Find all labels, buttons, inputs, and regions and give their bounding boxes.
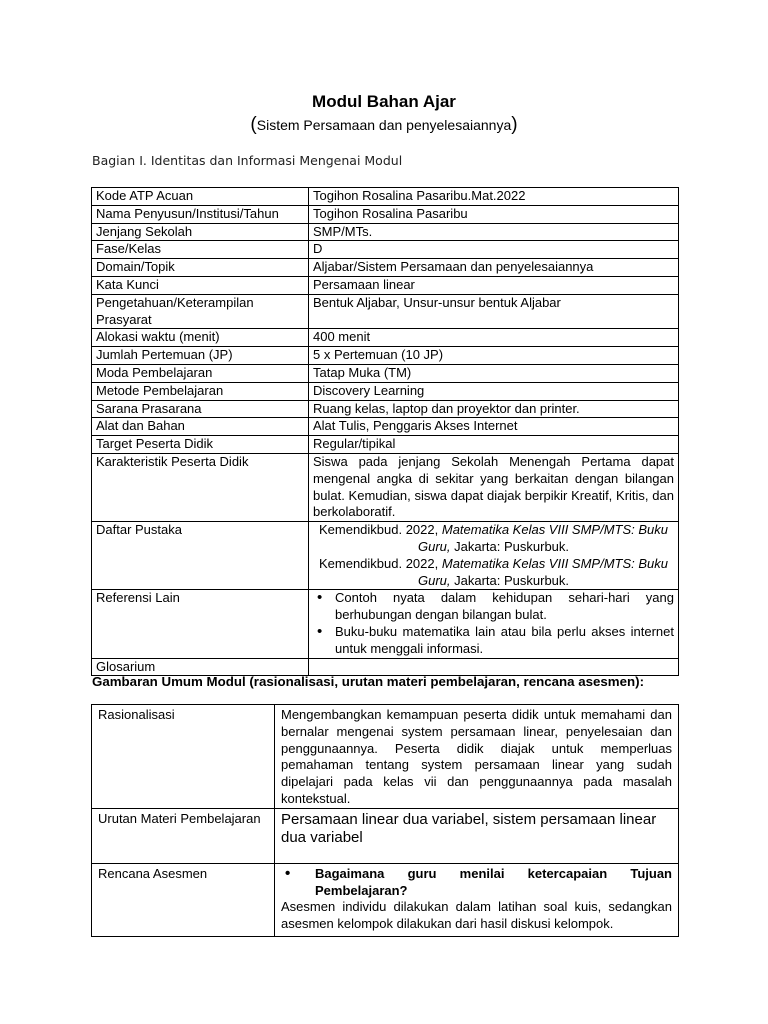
table-row [92, 276, 679, 294]
row-value: Aljabar/Sistem Persamaan dan penyelesaiannya [309, 259, 679, 277]
row-label: Alokasi waktu (menit) [92, 329, 309, 347]
identity-table-body [92, 188, 679, 522]
table-row [92, 329, 679, 347]
row-label: Kata Kunci [92, 276, 309, 294]
identity-table [91, 187, 679, 676]
row-value: SMP/MTs. [309, 223, 679, 241]
row-value: Togihon Rosalina Pasaribu.Mat.2022 [309, 188, 679, 206]
row-value-rasionalisasi: Mengembangkan kemampuan peserta didik untuk memahami dan bernalar mengenai system persamaan linear, penyelesaian dan penggunaannya. Peserta didik diajak untuk memperluas pemahaman tentang system persamaan linear yang sudah dipelajari pada kelas vii dan penggunaannya pada masalah kontekstual. [275, 705, 679, 809]
table-row [92, 590, 679, 658]
row-label-glosarium: Glosarium [92, 658, 309, 676]
table-row [92, 705, 679, 809]
row-label: Jumlah Pertemuan (JP) [92, 347, 309, 365]
assessment-question: • Bagaimana guru menilai ketercapaian Tujuan [281, 866, 672, 883]
row-label: Domain/Topik [92, 259, 309, 277]
table-row [92, 436, 679, 454]
list-item: • Contoh nyata dalam kehidupan sehari-hari yang berhubungan dengan bilangan bulat. [313, 590, 674, 624]
row-label: Fase/Kelas [92, 241, 309, 259]
row-label: Alat dan Bahan [92, 418, 309, 436]
row-value-daftar-pustaka [309, 522, 679, 590]
row-label: Nama Penyusun/Institusi/Tahun [92, 205, 309, 223]
table-row [92, 863, 679, 936]
reference-entry [313, 556, 674, 590]
row-value: Ruang kelas, laptop dan proyektor dan printer. [309, 400, 679, 418]
row-label: Metode Pembelajaran [92, 382, 309, 400]
table-row [92, 259, 679, 277]
table-row [92, 205, 679, 223]
document-title: Modul Bahan Ajar [312, 92, 456, 111]
subtitle-text: Sistem Persamaan dan penyelesaiannya [256, 117, 512, 133]
reference-author: Kemendikbud. 2022, [318, 522, 439, 538]
table-row [92, 382, 679, 400]
table-row [92, 241, 679, 259]
row-value: Bentuk Aljabar, Unsur-unsur bentuk Aljabar [309, 294, 679, 329]
row-label: Pengetahuan/Keterampilan Prasyarat [92, 294, 309, 329]
row-value: Persamaan linear [309, 276, 679, 294]
table-row [92, 522, 679, 590]
reference-entry [313, 522, 674, 556]
assessment-question-cont: Pembelajaran? [315, 882, 408, 898]
reference-publisher: Jakarta: Puskurbuk. [454, 572, 570, 588]
subtitle-open-paren: ( [250, 114, 257, 135]
table-row [92, 418, 679, 436]
row-value: 400 menit [309, 329, 679, 347]
row-value: Regular/tipikal [309, 436, 679, 454]
row-value: Alat Tulis, Penggaris Akses Internet [309, 418, 679, 436]
row-value: Siswa pada jenjang Sekolah Menengah Pertama dapat mengenal angka di sekitar yang berkaitan dengan bilangan bulat. Kemudian, siswa dapat diajak berpikir Kreatif, Kritis, dan berkolaboratif. [309, 453, 679, 521]
reference-book: Matematika Kelas VIII SMP/MTS: Buku Guru, [417, 522, 669, 554]
table-row [92, 347, 679, 365]
row-value-rencana-asesmen [275, 863, 679, 936]
row-value: D [309, 241, 679, 259]
table-row [92, 364, 679, 382]
row-label: Kode ATP Acuan [92, 188, 309, 206]
section-heading-identity: Bagian I. Identitas dan Informasi Mengenai Modul [92, 153, 403, 168]
row-label: Jenjang Sekolah [92, 223, 309, 241]
table-row [92, 223, 679, 241]
row-value: Tatap Muka (TM) [309, 364, 679, 382]
row-label-referensi-lain: Referensi Lain [92, 590, 309, 658]
table-row [92, 294, 679, 329]
row-label: Moda Pembelajaran [92, 364, 309, 382]
row-label: Target Peserta Didik [92, 436, 309, 454]
row-value-referensi-lain [309, 590, 679, 658]
row-label-rencana-asesmen: Rencana Asesmen [92, 863, 275, 936]
table-row [92, 400, 679, 418]
document-subtitle [0, 114, 768, 136]
identity-table-extra [92, 522, 679, 676]
row-value: 5 x Pertemuan (10 JP) [309, 347, 679, 365]
row-label-rasionalisasi: Rasionalisasi [92, 705, 275, 809]
list-item: • Buku-buku matematika lain atau bila perlu akses internet untuk menggali informasi. [313, 624, 674, 658]
table-row [92, 453, 679, 521]
overview-table [91, 704, 679, 937]
row-value-urutan-materi: Persamaan linear dua variabel, sistem persamaan linear dua variabel [275, 808, 679, 863]
row-label: Karakteristik Peserta Didik [92, 453, 309, 521]
row-label-daftar-pustaka: Daftar Pustaka [92, 522, 309, 590]
table-row [92, 808, 679, 863]
reference-author: Kemendikbud. 2022, [318, 555, 439, 571]
reference-book: Matematika Kelas VIII SMP/MTS: Buku Guru, [417, 555, 669, 588]
row-label: Sarana Prasarana [92, 400, 309, 418]
subtitle-close-paren: ) [511, 114, 518, 135]
assessment-answer: Asesmen individu dilakukan dalam latihan soal kuis, sedangkan asesmen kelompok dilakukan dari hasil diskusi kelompok. [281, 899, 672, 932]
row-value: Togihon Rosalina Pasaribu [309, 205, 679, 223]
table-row [92, 188, 679, 206]
section-heading-overview: Gambaran Umum Modul (rasionalisasi, urutan materi pembelajaran, rencana asesmen): [92, 674, 644, 689]
reference-list [313, 590, 674, 657]
row-label-urutan-materi: Urutan Materi Pembelajaran [92, 808, 275, 863]
reference-publisher: Jakarta: Puskurbuk. [454, 538, 570, 554]
row-value: Discovery Learning [309, 382, 679, 400]
